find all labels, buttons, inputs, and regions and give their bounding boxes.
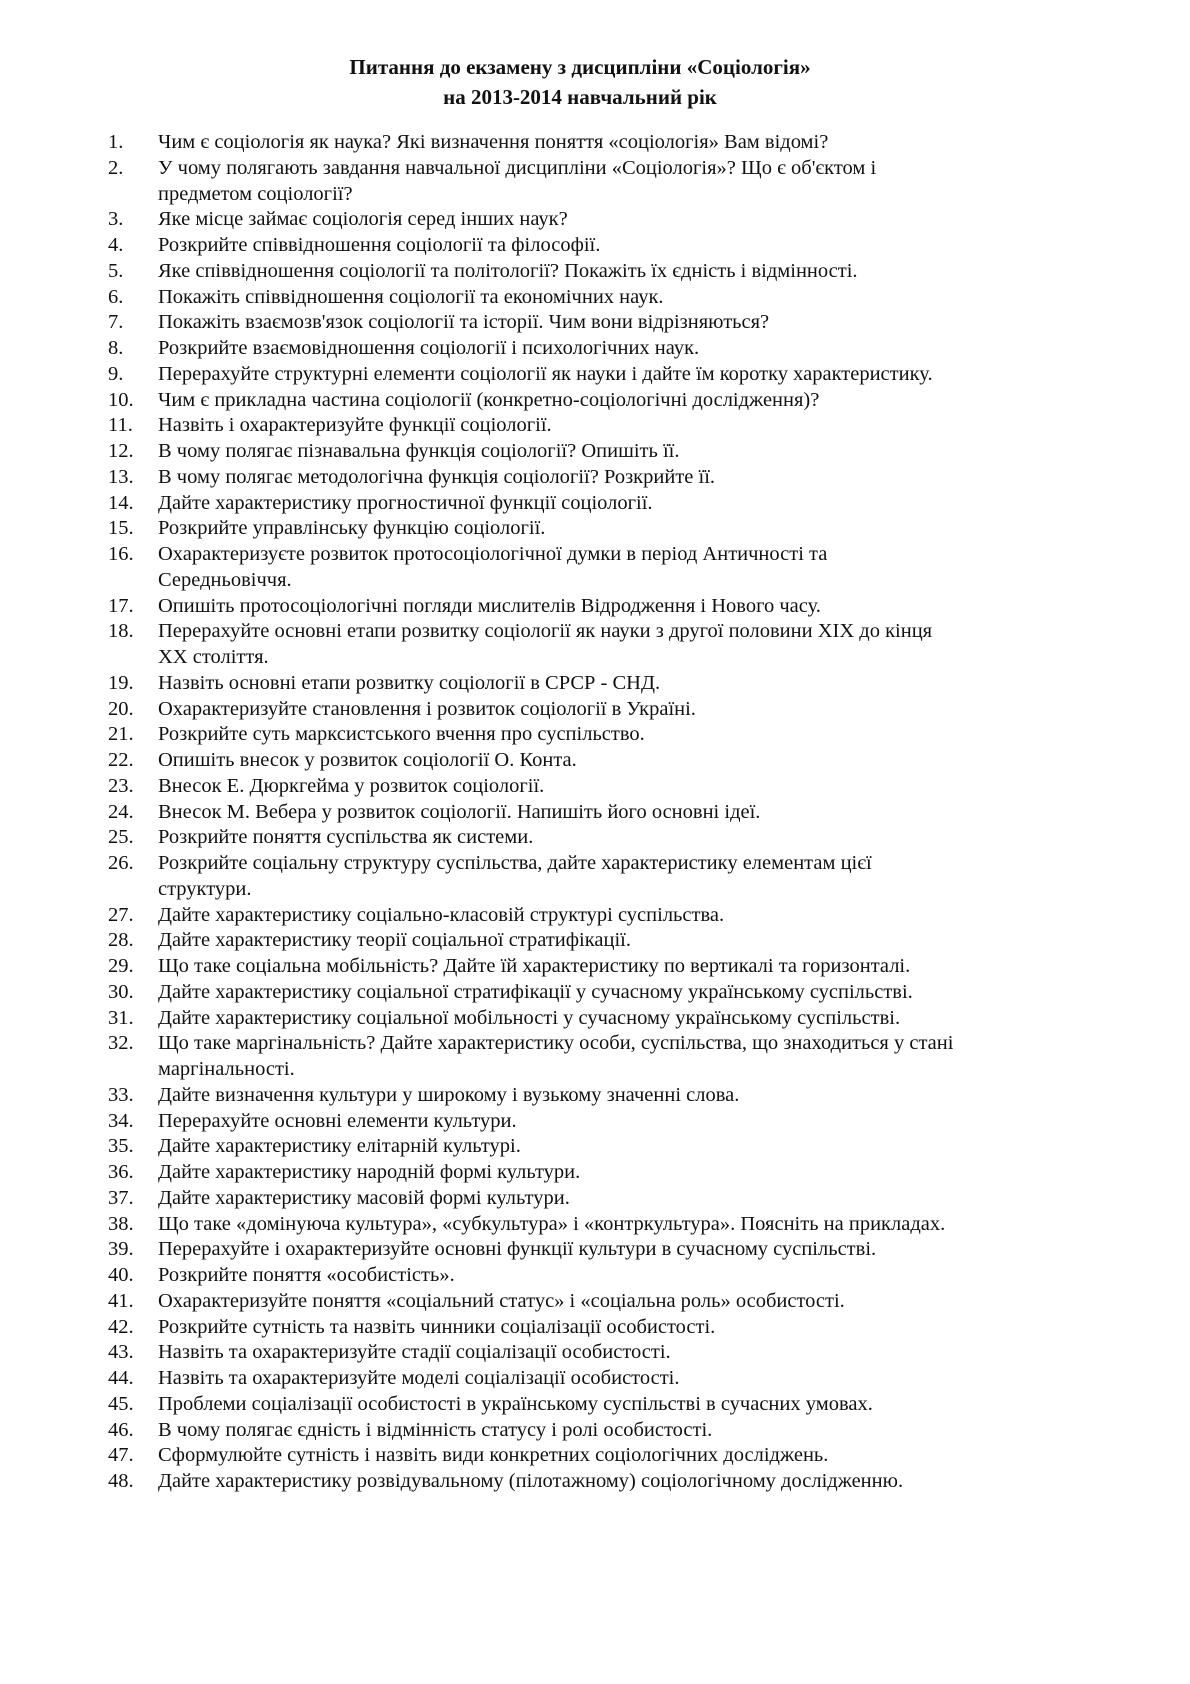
question-text-line: Що таке маргінальність? Дайте характеристику особи, суспільства, що знаходиться у стані	[158, 1032, 954, 1055]
question-item	[108, 362, 1108, 388]
question-text-line: Розкрийте поняття суспільства як системи.	[158, 826, 534, 849]
question-text-line: Перерахуйте і охарактеризуйте основні функції культури в сучасному суспільстві.	[158, 1238, 877, 1261]
question-text	[158, 1392, 873, 1418]
question-number: 40.	[108, 1264, 134, 1286]
title-line-2: на 2013-2014 навчальний рік	[443, 85, 717, 109]
question-number: 33.	[108, 1083, 134, 1106]
title-line-1: Питання до екзамену з дисципліни «Соціологія»	[349, 55, 811, 79]
question-text-line: Охарактеризуєте розвиток протосоціологічної думки в період Античності та	[158, 543, 828, 565]
question-item	[108, 1109, 1108, 1135]
question-number: 22.	[108, 749, 134, 771]
question-text	[158, 1031, 953, 1083]
question-item	[108, 903, 1108, 929]
question-text	[158, 259, 858, 285]
question-number: 19.	[108, 671, 134, 694]
question-item	[108, 619, 1108, 671]
question-item	[108, 1083, 1108, 1109]
question-text-line: Перерахуйте основні елементи культури.	[158, 1109, 517, 1132]
question-text	[158, 825, 533, 851]
question-number: 13.	[108, 465, 134, 488]
question-text-line: Назвіть основні етапи розвитку соціології в СРСР - СНД.	[158, 671, 661, 694]
question-text-line: Розкрийте співвідношення соціології та філософії.	[158, 234, 601, 256]
question-text-line: Яке співвідношення соціології та політології? Покажіть їх єдність і відмінності.	[158, 259, 858, 282]
question-item	[108, 697, 1108, 723]
question-item	[108, 825, 1108, 851]
question-text	[158, 310, 769, 336]
question-text	[158, 130, 828, 156]
question-number: 16.	[108, 543, 134, 565]
question-item	[108, 1186, 1108, 1212]
question-item	[108, 774, 1108, 800]
question-item	[108, 516, 1108, 542]
question-item	[108, 954, 1108, 980]
question-number: 27.	[108, 903, 134, 926]
question-item	[108, 336, 1108, 362]
question-text	[158, 1006, 900, 1032]
question-text	[158, 1263, 455, 1289]
question-number: 28.	[108, 929, 134, 952]
question-text	[158, 1160, 580, 1186]
question-number: 38.	[108, 1212, 134, 1235]
question-text	[158, 928, 631, 954]
question-number: 32.	[108, 1032, 134, 1055]
question-text	[158, 774, 544, 800]
question-item	[108, 310, 1108, 336]
question-item	[108, 1315, 1108, 1341]
question-number: 17.	[108, 594, 134, 617]
question-text-line: Дайте характеристику народній формі культури.	[158, 1161, 581, 1183]
question-number: 21.	[108, 723, 134, 746]
question-text	[158, 1186, 570, 1212]
question-number: 29.	[108, 955, 134, 977]
question-number: 8.	[108, 337, 124, 359]
question-item	[108, 928, 1108, 954]
question-number: 18.	[108, 620, 134, 643]
question-text-line: Дайте характеристику соціальної мобільності у сучасному українському суспільстві.	[158, 1006, 901, 1029]
question-text-line: У чому полягають завдання навчальної дисципліни «Соціологія»? Що є об'єктом і	[158, 156, 877, 179]
question-text-line: Розкрийте управлінську функцію соціології.	[158, 517, 546, 540]
question-number: 31.	[108, 1006, 134, 1029]
question-item	[108, 980, 1108, 1006]
question-text	[158, 336, 699, 362]
question-text-line: Чим є соціологія як наука? Які визначення поняття «соціологія» Вам відомі?	[158, 131, 829, 153]
question-item	[108, 748, 1108, 774]
question-text-line: Дайте характеристику соціально-класовій структурі суспільства.	[158, 903, 725, 926]
question-item	[108, 594, 1108, 620]
question-item	[108, 285, 1108, 311]
question-text	[158, 722, 645, 748]
question-text	[158, 748, 577, 774]
question-text-line: Перерахуйте структурні елементи соціології як науки і дайте їм коротку характеристику.	[158, 362, 933, 385]
question-number: 20.	[108, 697, 134, 720]
question-text	[158, 1469, 903, 1495]
question-text-line: Сформулюйте сутність і назвіть види конкретних соціологічних досліджень.	[158, 1444, 829, 1467]
question-number: 30.	[108, 980, 134, 1003]
question-text-line: Дайте характеристику розвідувальному (пілотажному) соціологічному дослідженню.	[158, 1470, 904, 1492]
question-text	[158, 1212, 945, 1238]
question-item	[108, 800, 1108, 826]
question-number: 41.	[108, 1289, 134, 1312]
question-text-line: Дайте характеристику елітарній культурі.	[158, 1135, 521, 1158]
question-text-line: Опишіть внесок у розвиток соціології О. Конта.	[158, 749, 577, 771]
question-text-line: В чому полягає методологічна функція соціології? Розкрийте її.	[158, 465, 716, 488]
question-text	[158, 851, 872, 903]
question-text-line: Дайте визначення культури у широкому і вузькому значенні слова.	[158, 1083, 740, 1106]
question-number: 14.	[108, 491, 134, 514]
question-text	[158, 285, 664, 311]
question-number: 37.	[108, 1186, 134, 1209]
question-item	[108, 1134, 1108, 1160]
question-number: 45.	[108, 1392, 134, 1415]
question-text	[158, 516, 545, 542]
question-item	[108, 1443, 1108, 1469]
question-text	[158, 594, 821, 620]
question-text	[158, 413, 552, 439]
question-text-line: Покажіть взаємозв'язок соціології та історії. Чим вони відрізняються?	[158, 311, 770, 334]
question-text-line: Яке місце займає соціологія серед інших наук?	[158, 208, 568, 231]
question-item	[108, 233, 1108, 259]
question-text-line: Покажіть співвідношення соціології та економічних наук.	[158, 285, 664, 308]
question-item	[108, 491, 1108, 517]
question-item	[108, 722, 1108, 748]
question-text-line: Назвіть та охарактеризуйте стадії соціалізації особистості.	[158, 1341, 671, 1364]
question-text-line: Дайте характеристику масовій формі культури.	[158, 1186, 570, 1209]
question-number: 42.	[108, 1315, 134, 1338]
question-text	[158, 233, 600, 259]
question-text	[158, 954, 910, 980]
question-number: 39.	[108, 1238, 134, 1261]
question-number: 47.	[108, 1444, 134, 1467]
question-text	[158, 1237, 876, 1263]
question-text	[158, 362, 933, 388]
question-number: 35.	[108, 1135, 134, 1158]
question-number: 43.	[108, 1341, 134, 1364]
question-text	[158, 465, 715, 491]
question-text	[158, 671, 660, 697]
questions-list	[108, 130, 1108, 1495]
question-text-line: Розкрийте суть марксистського вчення про суспільство.	[158, 723, 645, 746]
question-text-line: Проблеми соціалізації особистості в українському суспільстві в сучасних умовах.	[158, 1392, 873, 1415]
question-item	[108, 259, 1108, 285]
question-text-line: Охарактеризуйте становлення і розвиток соціології в Україні.	[158, 697, 696, 720]
question-text	[158, 388, 819, 414]
question-item	[108, 1340, 1108, 1366]
question-item	[108, 1469, 1108, 1495]
question-text	[158, 1083, 739, 1109]
question-item	[108, 1289, 1108, 1315]
question-item	[108, 671, 1108, 697]
question-text-line: Опишіть протосоціологічні погляди мислителів Відродження і Нового часу.	[158, 594, 821, 617]
question-text	[158, 1289, 845, 1315]
question-text-line: Що таке соціальна мобільність? Дайте їй характеристику по вертикалі та горизонталі.	[158, 955, 911, 977]
question-text	[158, 439, 680, 465]
question-item	[108, 1263, 1108, 1289]
question-text-line: Чим є прикладна частина соціології (конкретно-соціологічні дослідження)?	[158, 388, 820, 411]
document-title	[0, 52, 1160, 112]
question-text-line: Середньовіччя.	[158, 568, 292, 591]
question-text	[158, 903, 724, 929]
question-item	[108, 1160, 1108, 1186]
question-text-line: структури.	[158, 877, 252, 900]
question-number: 34.	[108, 1109, 134, 1132]
question-number: 44.	[108, 1367, 134, 1389]
question-item	[108, 1392, 1108, 1418]
question-item	[108, 542, 1108, 594]
question-item	[108, 1418, 1108, 1444]
question-item	[108, 1366, 1108, 1392]
question-number: 2.	[108, 156, 124, 179]
question-text-line: Назвіть і охарактеризуйте функції соціології.	[158, 414, 552, 437]
question-number: 7.	[108, 311, 124, 334]
question-text	[158, 1366, 680, 1392]
question-number: 48.	[108, 1470, 134, 1492]
question-text-line: Внесок Е. Дюркгейма у розвиток соціології.	[158, 774, 545, 797]
question-text-line: предметом соціології?	[158, 182, 353, 205]
question-text-line: Розкрийте соціальну структуру суспільства, дайте характеристику елементам цієї	[158, 852, 872, 874]
question-text-line: В чому полягає пізнавальна функція соціології? Опишіть її.	[158, 440, 680, 462]
question-text-line: Розкрийте взаємовідношення соціології і психологічних наук.	[158, 337, 700, 359]
question-number: 11.	[108, 414, 133, 437]
question-number: 9.	[108, 362, 124, 385]
question-text	[158, 980, 913, 1006]
question-item	[108, 465, 1108, 491]
question-text	[158, 1443, 828, 1469]
question-text-line: маргінальності.	[158, 1058, 295, 1080]
question-item	[108, 1237, 1108, 1263]
question-text	[158, 207, 568, 233]
question-number: 15.	[108, 517, 134, 540]
question-text-line: Назвіть та охарактеризуйте моделі соціалізації особистості.	[158, 1367, 680, 1389]
question-number: 24.	[108, 800, 134, 823]
question-text	[158, 1315, 715, 1341]
question-text-line: Охарактеризуйте поняття «соціальний статус» і «соціальна роль» особистості.	[158, 1289, 845, 1312]
question-number: 5.	[108, 259, 124, 282]
question-number: 23.	[108, 774, 134, 797]
question-item	[108, 1212, 1108, 1238]
question-text-line: Дайте характеристику теорії соціальної стратифікації.	[158, 929, 631, 952]
question-number: 4.	[108, 234, 124, 256]
question-item	[108, 156, 1108, 208]
question-text	[158, 1134, 521, 1160]
question-text-line: Розкрийте поняття «особистість».	[158, 1264, 455, 1286]
question-text	[158, 800, 760, 826]
question-number: 36.	[108, 1161, 134, 1183]
question-number: 6.	[108, 285, 124, 308]
question-text	[158, 1340, 671, 1366]
question-item	[108, 851, 1108, 903]
question-text	[158, 1109, 517, 1135]
question-text-line: Внесок М. Вебера у розвиток соціології. Напишіть його основні ідеї.	[158, 800, 761, 823]
question-number: 3.	[108, 208, 124, 231]
question-text	[158, 156, 876, 208]
question-text	[158, 542, 827, 594]
question-number: 46.	[108, 1418, 134, 1441]
question-text-line: XX століття.	[158, 646, 269, 668]
question-text-line: Розкрийте сутність та назвіть чинники соціалізації особистості.	[158, 1315, 716, 1338]
question-number: 10.	[108, 388, 134, 411]
question-number: 26.	[108, 852, 134, 874]
question-number: 1.	[108, 131, 124, 153]
question-text	[158, 491, 653, 517]
question-item	[108, 1031, 1108, 1083]
question-number: 12.	[108, 440, 134, 462]
question-item	[108, 130, 1108, 156]
question-number: 25.	[108, 826, 134, 849]
question-text-line: В чому полягає єдність і відмінність статусу і ролі особистості.	[158, 1418, 713, 1441]
question-text-line: Дайте характеристику прогностичної функції соціології.	[158, 491, 653, 514]
question-text-line: Дайте характеристику соціальної стратифікації у сучасному українському суспільстві.	[158, 980, 913, 1003]
question-text	[158, 619, 932, 671]
question-text-line: Що таке «домінуюча культура», «субкультура» і «контркультура». Поясніть на прикладах.	[158, 1212, 946, 1235]
question-text-line: Перерахуйте основні етапи розвитку соціології як науки з другої половини XIX до кінця	[158, 620, 933, 643]
question-text	[158, 1418, 712, 1444]
question-item	[108, 1006, 1108, 1032]
question-item	[108, 388, 1108, 414]
question-item	[108, 207, 1108, 233]
question-item	[108, 413, 1108, 439]
question-item	[108, 439, 1108, 465]
question-text	[158, 697, 696, 723]
